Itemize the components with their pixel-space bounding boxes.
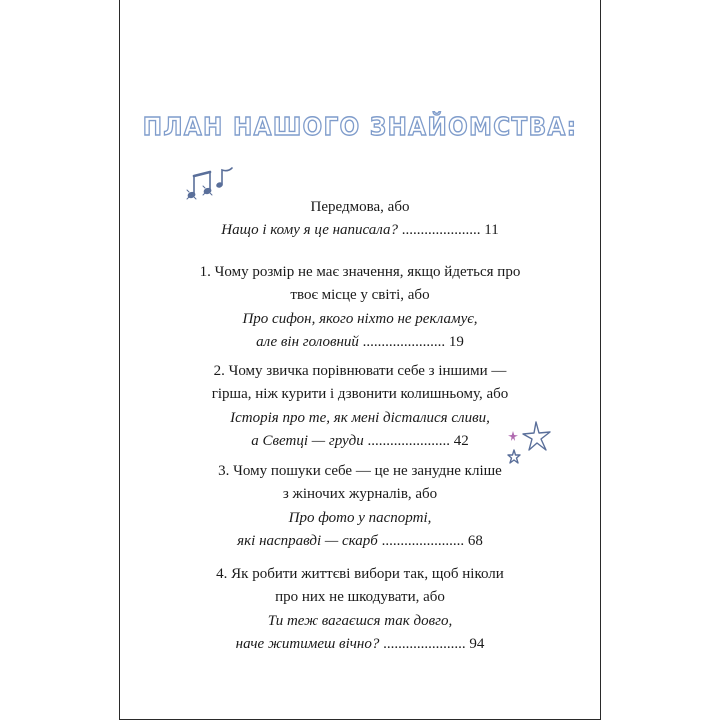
toc-entry-subtitle: Про фото у паспорті, [288, 509, 432, 526]
toc-entry-line [120, 507, 600, 530]
toc-entry-subtitle: а Светці — груди [251, 432, 364, 449]
toc-entry [120, 563, 600, 656]
toc-leader-dots: ...................... [363, 432, 454, 449]
toc-page-number: 94 [469, 635, 485, 652]
toc-page-number: 42 [453, 432, 469, 449]
toc-entry-line [120, 383, 600, 406]
toc-entry-title: про них не шкодувати, або [275, 589, 445, 606]
toc-page-number: 19 [448, 333, 464, 350]
page-heading: ПЛАН НАШОГО ЗНАЙОМСТВА: [142, 112, 578, 141]
toc-entry-title: 2. Чому звичка порівнювати себе з іншими — [213, 363, 507, 379]
toc-entry [120, 196, 600, 243]
toc-entry-page-line [120, 633, 600, 656]
toc-entry-line [120, 261, 600, 284]
toc-page-number: 68 [467, 532, 483, 549]
toc-leader-dots: ..................... [398, 222, 485, 239]
toc-entry [120, 261, 600, 354]
toc-entry-title: з жіночих журналів, або [282, 486, 438, 503]
toc-entry-title: 4. Як робити життєві вибори так, щоб ніколи [216, 566, 504, 582]
toc-entry-subtitle: наче житимеш вічно? [235, 635, 380, 652]
toc-leader-dots: ...................... [379, 635, 470, 652]
toc-entry-title: Передмова, або [310, 199, 410, 215]
toc-entry-subtitle: але він головний [256, 333, 359, 350]
toc-entry-page-line [120, 331, 600, 354]
toc-entry-line [120, 483, 600, 506]
toc-leader-dots: ...................... [358, 333, 449, 350]
toc-entry-line [120, 407, 600, 430]
toc-entry-subtitle: які насправді — скарб [237, 532, 378, 549]
toc-leader-dots: ...................... [377, 532, 468, 549]
toc-entry-line [120, 196, 600, 219]
toc-entry [120, 460, 600, 553]
toc-entry-page-line [120, 219, 600, 242]
toc-entry-subtitle: Нащо і кому я це написала? [221, 222, 399, 239]
toc-entry-page-line [120, 430, 600, 453]
toc-entry-title: 1. Чому розмір не має значення, якщо йдеться про [199, 264, 521, 280]
toc-entry-title: гірша, ніж курити і дзвонити колишньому, або [211, 386, 509, 403]
book-page [119, 0, 601, 720]
toc-entry-subtitle: Історія про те, як мені дісталися сливи, [230, 409, 490, 426]
toc-entry-subtitle: Про сифон, якого ніхто не рекламує, [242, 310, 478, 327]
toc-entry-line [120, 360, 600, 383]
toc-entry [120, 360, 600, 453]
toc-entry-page-line [120, 530, 600, 553]
toc-entry-line [120, 460, 600, 483]
toc-entry-subtitle: Ти теж вагаєшся так довго, [267, 612, 453, 629]
toc-entry-title: твоє місце у світі, або [290, 287, 430, 304]
toc-entry-line [120, 308, 600, 331]
toc-entry-line [120, 586, 600, 609]
toc-entry-line [120, 284, 600, 307]
toc-page-number: 11 [484, 222, 499, 239]
toc-entry-line [120, 563, 600, 586]
toc-entry-title: 3. Чому пошуки себе — це не занудне кліше [218, 463, 502, 479]
toc-entry-line [120, 610, 600, 633]
